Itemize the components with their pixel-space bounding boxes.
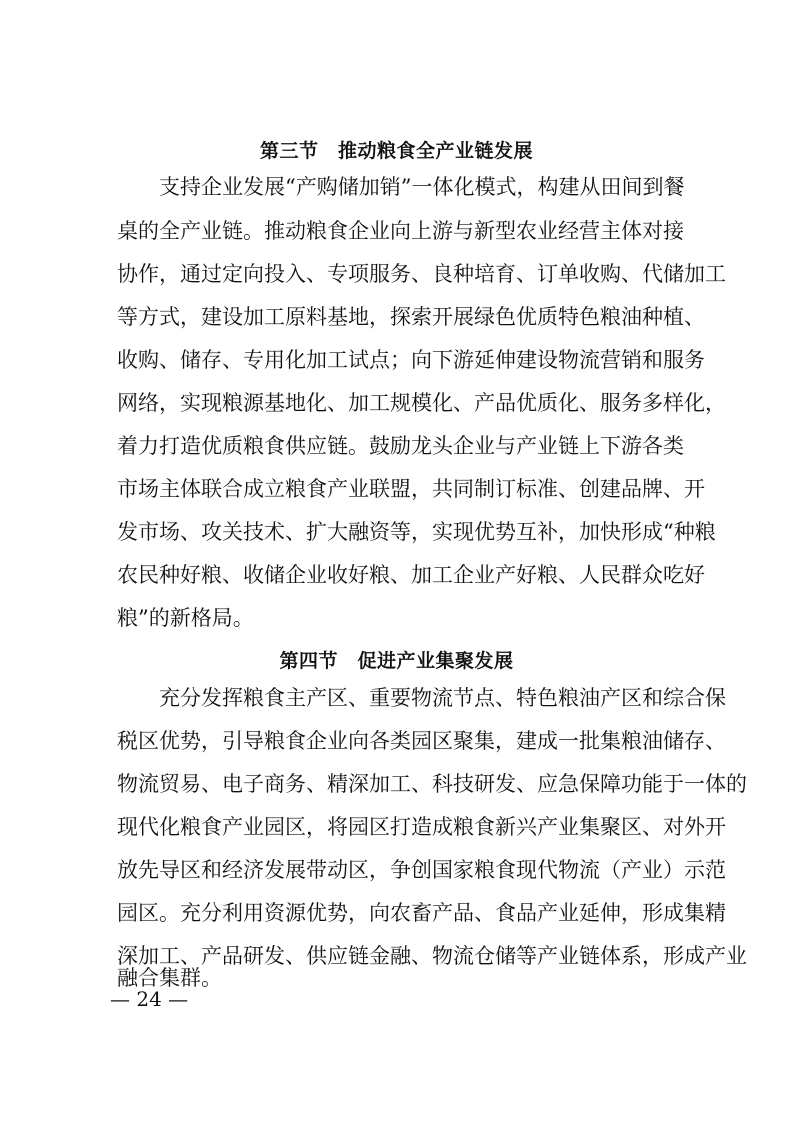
section-4-paragraph-line: 融合集群。: [117, 966, 222, 990]
section-3-paragraph-line: 等方式，建设加工原料基地，探索开展绿色优质特色粮油种植、: [117, 305, 705, 329]
page-number: — 24 —: [110, 987, 189, 1011]
section-4-heading: 第四节 促进产业集聚发展: [279, 650, 514, 672]
section-4-paragraph-line: 税区优势，引导粮食企业向各类园区聚集，建成一批集粮油储存、: [117, 729, 726, 753]
section-3-paragraph-line: 粮”的新格局。: [117, 606, 254, 630]
section-3-heading: 第三节 推动粮食全产业链发展: [259, 140, 533, 162]
section-3-paragraph-line: 着力打造优质粮食供应链。鼓励龙头企业与产业链上下游各类: [117, 434, 684, 458]
section-3-paragraph-line: 桌的全产业链。推动粮食企业向上游与新型农业经营主体对接: [117, 219, 684, 243]
section-4-paragraph-line: 充分发挥粮食主产区、重要物流节点、特色粮油产区和综合保: [159, 686, 726, 710]
section-4-paragraph-line: 深加工、产品研发、供应链金融、物流仓储等产业链体系，形成产业: [117, 944, 747, 968]
section-3-paragraph-line: 农民种好粮、收储企业收好粮、加工企业产好粮、人民群众吃好: [117, 563, 705, 587]
section-3-paragraph-line: 支持企业发展“产购储加销”一体化模式，构建从田间到餐: [159, 175, 685, 199]
section-4-paragraph-line: 放先导区和经济发展带动区，争创国家粮食现代物流（产业）示范: [117, 858, 726, 882]
section-3-paragraph-line: 网络，实现粮源基地化、加工规模化、产品优质化、服务多样化，: [117, 391, 726, 415]
section-4-paragraph-line: 现代化粮食产业园区，将园区打造成粮食新兴产业集聚区、对外开: [117, 815, 726, 839]
section-3-paragraph-line: 协作，通过定向投入、专项服务、良种培育、订单收购、代储加工: [117, 262, 726, 286]
section-4-paragraph-line: 园区。充分利用资源优势，向农畜产品、食品产业延伸，形成集精: [117, 901, 726, 925]
section-3-paragraph-line: 收购、储存、专用化加工试点；向下游延伸建设物流营销和服务: [117, 348, 705, 372]
section-4-paragraph-line: 物流贸易、电子商务、精深加工、科技研发、应急保障功能于一体的: [117, 772, 747, 796]
section-3-paragraph-line: 市场主体联合成立粮食产业联盟，共同制订标准、创建品牌、开: [117, 477, 705, 501]
section-3-paragraph-line: 发市场、攻关技术、扩大融资等，实现优势互补，加快形成“种粮: [117, 520, 716, 544]
